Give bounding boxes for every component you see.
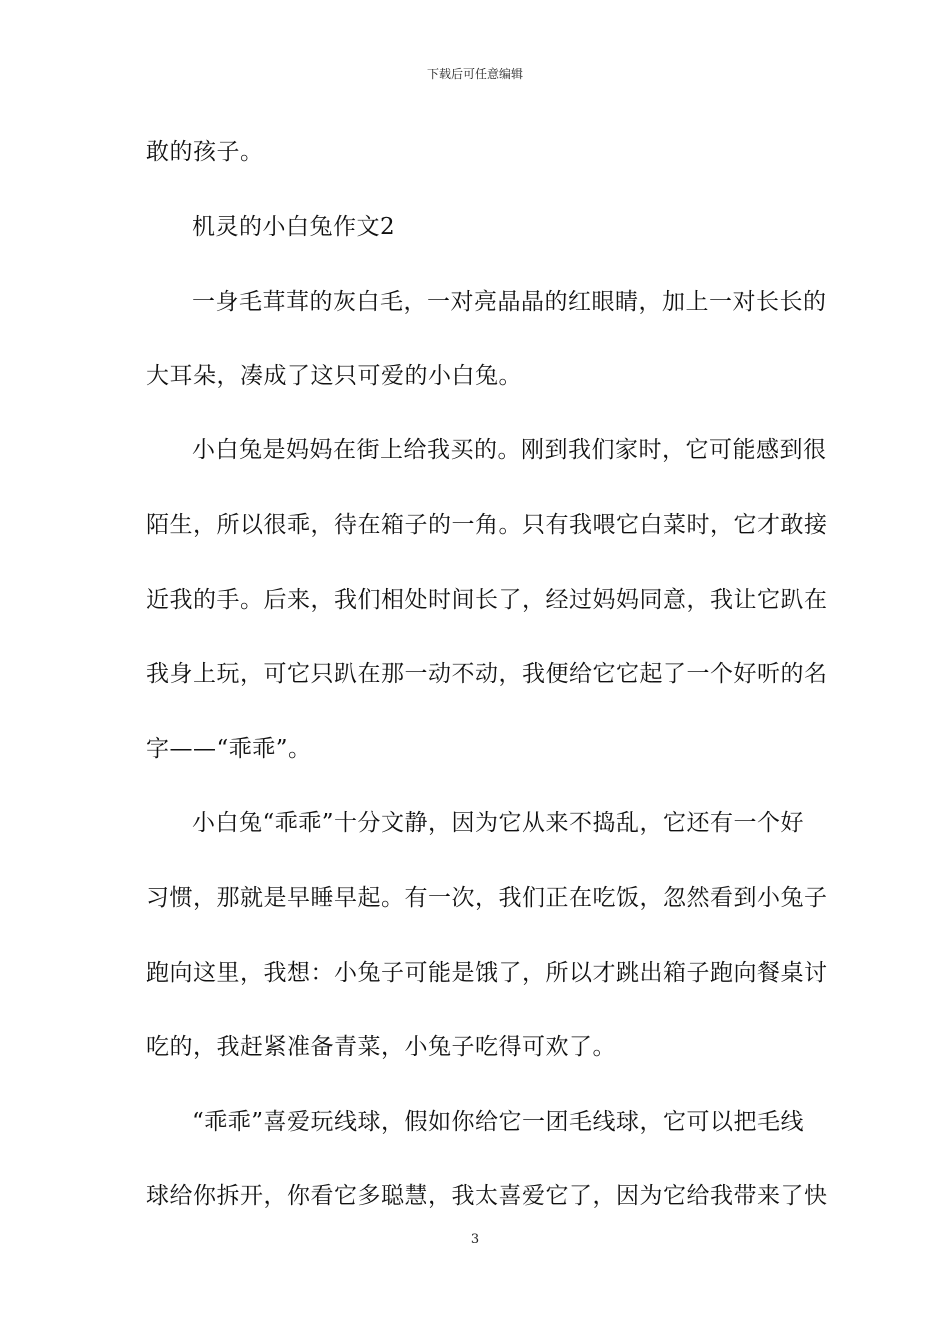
text-line: 大耳朵，凑成了这只可爱的小白兔。 xyxy=(146,363,522,389)
text-line: 习惯，那就是早睡早起。有一次，我们正在吃饭，忽然看到小兔子 xyxy=(146,885,828,911)
section-title: 机灵的小白兔作文2 xyxy=(192,214,396,240)
page-header: 下载后可任意编辑 xyxy=(426,67,523,81)
text-line: 字——“乖乖”。 xyxy=(146,736,312,762)
text-line: 一身毛茸茸的灰白毛，一对亮晶晶的红眼睛，加上一对长长的 xyxy=(192,289,827,315)
text-line: 敢的孩子。 xyxy=(146,139,264,165)
text-line: 小白兔“乖乖”十分文静，因为它从来不捣乱，它还有一个好 xyxy=(192,810,805,836)
text-line: 近我的手。后来，我们相处时间长了，经过妈妈同意，我让它趴在 xyxy=(146,587,828,613)
text-line: 小白兔是妈妈在街上给我买的。刚到我们家时，它可能感到很 xyxy=(192,437,827,463)
text-line: “乖乖”喜爱玩线球，假如你给它一团毛线球，它可以把毛线 xyxy=(192,1109,805,1135)
page-number: 3 xyxy=(470,1232,480,1247)
text-line: 球给你拆开，你看它多聪慧，我太喜爱它了，因为它给我带来了快 xyxy=(146,1183,828,1209)
text-line: 跑向这里，我想：小兔子可能是饿了，所以才跳出箱子跑向餐桌讨 xyxy=(146,960,828,986)
text-line: 陌生，所以很乖，待在箱子的一角。只有我喂它白菜时，它才敢接 xyxy=(146,512,828,538)
text-line: 吃的，我赶紧准备青菜，小兔子吃得可欢了。 xyxy=(146,1034,616,1060)
text-line: 我身上玩，可它只趴在那一动不动，我便给它它起了一个好听的名 xyxy=(146,661,828,687)
